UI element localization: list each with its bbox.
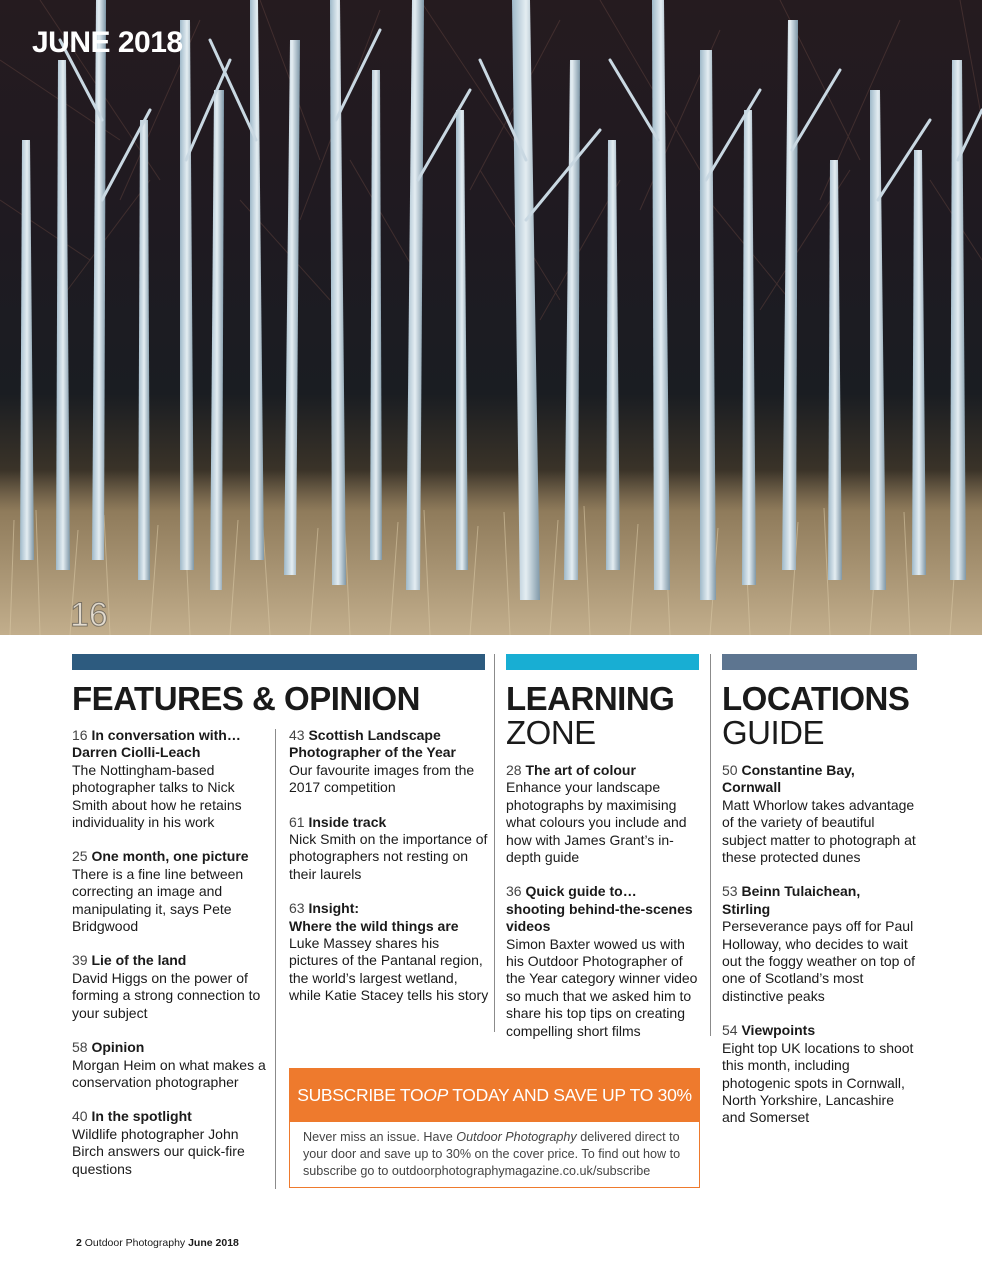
entry-page-number: 61 (289, 813, 305, 830)
footer-page-number: 2 (76, 1237, 82, 1249)
entry-page-number: 39 (72, 952, 88, 969)
birch-forest-illustration (0, 0, 982, 635)
entry-description: Nick Smith on the importance of photographers not resting on their laurels (289, 831, 488, 882)
entry-description: Matt Whorlow takes advantage of the variety of beautiful subject matter to photograph at these protected dunes (722, 796, 916, 866)
subscribe-heading-post: TODAY AND SAVE UP TO 30% (447, 1084, 692, 1105)
hero-photo (0, 0, 982, 635)
entry-description: Enhance your landscape photographs by maximising what colours you include and how with James Grant’s in-depth guide (506, 779, 687, 866)
entry-description: Perseverance pays off for Paul Holloway, who decides to wait out the foggy weather on top of one of Scotland’s most distinctive peaks (722, 918, 916, 1004)
locations-subtitle: GUIDE (722, 714, 825, 751)
contents-entry[interactable] (722, 883, 918, 1005)
entry-title: Scottish Landscape (308, 727, 441, 743)
locations-title: LOCATIONS (722, 680, 910, 717)
features-title: FEATURES & OPINION (72, 680, 420, 717)
entry-title: In the spotlight (91, 1108, 192, 1125)
learning-subtitle: ZONE (506, 714, 596, 751)
entry-page-number: 54 (722, 1022, 738, 1039)
entry-description: Luke Massey shares his pictures of the Pantanal region, the world’s largest wetland, while Katie Stacey tells his story (289, 935, 489, 1004)
entry-page-number: 50 (722, 762, 738, 778)
subscribe-heading[interactable] (289, 1068, 700, 1122)
contents-entry[interactable] (506, 883, 704, 1040)
entry-title: Quick guide to… (525, 883, 637, 900)
entry-subtitle: Cornwall (722, 779, 782, 796)
subscribe-body-em: Outdoor Photography (456, 1130, 577, 1144)
entry-page-number: 63 (289, 900, 305, 917)
contents-entry[interactable] (722, 1022, 918, 1126)
entry-title: Constantine Bay, (741, 762, 855, 778)
entry-title: Beinn Tulaichean, (741, 883, 861, 900)
entry-page-number: 16 (72, 727, 88, 743)
footer-magazine-name: Outdoor Photography (84, 1237, 186, 1249)
entry-description: Wildlife photographer John Birch answers our quick-fire questions (72, 1125, 245, 1177)
locations-column (722, 762, 918, 1144)
contents-entry[interactable] (289, 900, 489, 1004)
subscribe-heading-em: OP (423, 1084, 448, 1105)
photo-page-reference: 16 (70, 596, 108, 634)
entry-subtitle: Photographer of the Year (289, 744, 456, 761)
locations-section-bar (722, 654, 917, 670)
learning-section-bar (506, 654, 699, 670)
contents-entry[interactable] (289, 814, 489, 884)
learning-title: LEARNING (506, 680, 675, 717)
entry-page-number: 53 (722, 883, 738, 900)
entry-title: Lie of the land (91, 952, 187, 969)
entry-description: Simon Baxter wowed us with his Outdoor Photographer of the Year category winner video so much that we asked him to share his top tips on creating compelling short films (506, 935, 698, 1039)
subscribe-box[interactable] (289, 1068, 700, 1188)
column-divider (710, 654, 711, 1036)
entry-page-number: 43 (289, 727, 305, 743)
entry-subtitle: shooting behind-the-scenes videos (506, 900, 693, 935)
entry-title: Inside track (308, 813, 387, 830)
subscribe-body (290, 1122, 699, 1180)
contents-entry[interactable] (72, 1039, 268, 1091)
entry-title: Insight: (308, 900, 360, 917)
contents-entry[interactable] (722, 762, 918, 866)
footer-issue: June 2018 (188, 1237, 239, 1249)
subscribe-body-pre: Never miss an issue. Have (303, 1130, 457, 1144)
entry-description: Morgan Heim on what makes a conservation photographer (72, 1056, 266, 1090)
column-divider (275, 729, 276, 1189)
entry-page-number: 36 (506, 883, 522, 900)
entry-page-number: 28 (506, 762, 522, 778)
entry-page-number: 40 (72, 1108, 88, 1125)
entry-title: One month, one picture (91, 848, 249, 865)
entry-page-number: 25 (72, 848, 88, 865)
contents-entry[interactable] (72, 952, 268, 1022)
entry-title: Opinion (91, 1039, 145, 1056)
page-footer (76, 1237, 239, 1249)
entry-subtitle: Where the wild things are (289, 917, 459, 934)
entry-subtitle: Stirling (722, 900, 771, 917)
subscribe-heading-pre: SUBSCRIBE TO (297, 1084, 424, 1105)
entry-title: Viewpoints (741, 1022, 816, 1039)
entry-description: Our favourite images from the 2017 competition (289, 761, 475, 796)
features-column-2 (289, 727, 489, 1022)
contents-entry[interactable] (72, 1108, 268, 1178)
entry-title: In conversation with… (91, 727, 241, 743)
entry-description: David Higgs on the power of forming a strong connection to your subject (72, 969, 261, 1021)
entry-description: Eight top UK locations to shoot this month, including photogenic spots in Cornwall, North Yorkshire, Lancashire and Somerset (722, 1039, 914, 1126)
contents-entry[interactable] (289, 727, 489, 797)
entry-page-number: 58 (72, 1039, 88, 1056)
entry-description: The Nottingham-based photographer talks to Nick Smith about how he retains individuality in his work (72, 761, 242, 831)
learning-column (506, 762, 704, 1057)
contents-entry[interactable] (72, 727, 268, 831)
entry-description: There is a fine line between correcting an image and manipulating it, says Pete Bridgwood (72, 865, 244, 935)
entry-subtitle: Darren Ciolli-Leach (72, 744, 201, 761)
contents-entry[interactable] (72, 848, 268, 935)
features-column-1 (72, 727, 268, 1195)
contents-entry[interactable] (506, 762, 704, 866)
features-section-bar (72, 654, 485, 670)
issue-date: JUNE 2018 (32, 26, 183, 59)
subscribe-body-post: delivered direct to your door and save up to 30% on the cover price. To find out how to subscribe go to outdoorphotographymagazine.co.uk/subscribe (303, 1130, 681, 1178)
entry-title: The art of colour (525, 762, 636, 778)
column-divider (494, 654, 495, 1032)
